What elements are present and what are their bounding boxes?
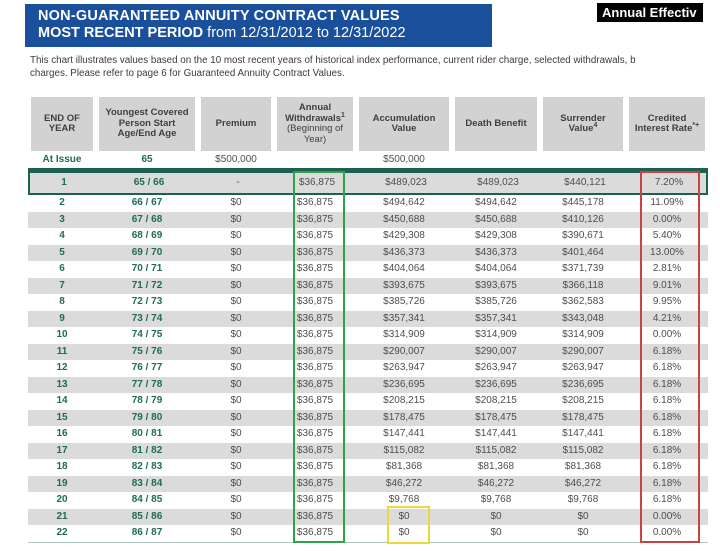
- table-row: [28, 294, 708, 311]
- cell-surrender: $208,215: [562, 396, 604, 407]
- cell-rate: 6.18%: [652, 429, 682, 440]
- table-row: [28, 261, 708, 278]
- cell-ages: 78 / 79: [131, 396, 163, 407]
- cell-rate: 5.40%: [652, 231, 682, 242]
- cell-ages: 79 / 80: [131, 412, 163, 423]
- cell-ages: 75 / 76: [131, 346, 163, 357]
- cell-accumulation: $500,000: [383, 154, 425, 165]
- table-row: [28, 360, 708, 377]
- subtitle-date-range: from 12/31/2012 to 12/31/2022: [203, 25, 406, 41]
- page-subtitle: [38, 25, 492, 42]
- cell-premium: $0: [230, 478, 242, 489]
- cell-surrender: $0: [577, 528, 589, 539]
- cell-premium: $0: [230, 214, 242, 225]
- cell-surrender: $81,368: [564, 462, 602, 473]
- cell-year: 1: [61, 178, 67, 188]
- cell-withdrawal: $36,875: [296, 330, 334, 341]
- cell-death: $9,768: [480, 495, 512, 506]
- cell-year: 21: [56, 511, 68, 522]
- cell-premium: $0: [230, 280, 242, 291]
- cell-premium: $0: [230, 412, 242, 423]
- cell-premium: $0: [230, 379, 242, 390]
- table-row: [28, 509, 708, 526]
- cell-death: $236,695: [475, 379, 517, 390]
- cell-death: $489,023: [477, 178, 519, 188]
- cell-death: $357,341: [475, 313, 517, 324]
- cell-ages: 77 / 78: [131, 379, 163, 390]
- cell-ages: 67 / 68: [131, 214, 163, 225]
- cell-year: 8: [59, 297, 65, 308]
- cell-year: 20: [56, 495, 68, 506]
- cell-withdrawal: $36,875: [296, 280, 334, 291]
- column-header-credited-interest-rate: Credited Interest Rate*+: [626, 97, 708, 151]
- cell-ages: 73 / 74: [131, 313, 163, 324]
- cell-year: 3: [59, 214, 65, 225]
- cell-accumulation: $489,023: [385, 178, 427, 188]
- cell-rate: 2.81%: [652, 264, 682, 275]
- cell-premium: $0: [230, 495, 242, 506]
- cell-surrender: $390,671: [562, 231, 604, 242]
- cell-withdrawal: $36,875: [296, 528, 334, 539]
- table-row-highlighted: [28, 171, 708, 195]
- cell-withdrawal: $36,875: [296, 412, 334, 423]
- title-banner: [25, 4, 492, 47]
- cell-premium: $0: [230, 445, 242, 456]
- table-row: [28, 228, 708, 245]
- cell-premium: $0: [230, 231, 242, 242]
- cell-rate: 6.18%: [652, 379, 682, 390]
- cell-year: 5: [59, 247, 65, 258]
- cell-surrender: $178,475: [562, 412, 604, 423]
- cell-year: 7: [59, 280, 65, 291]
- cell-ages: 82 / 83: [131, 462, 163, 473]
- table-row: [28, 245, 708, 262]
- cell-withdrawal: $36,875: [296, 247, 334, 258]
- cell-ages: 66 / 67: [131, 198, 163, 209]
- table-row: [28, 525, 708, 542]
- cell-rate: 9.01%: [652, 280, 682, 291]
- cell-withdrawal: $36,875: [296, 396, 334, 407]
- cell-ages: 68 / 69: [131, 231, 163, 242]
- cell-year: 9: [59, 313, 65, 324]
- cell-accumulation: $404,064: [383, 264, 425, 275]
- cell-rate: 0.00%: [652, 330, 682, 341]
- cell-surrender: $371,739: [562, 264, 604, 275]
- cell-premium: $500,000: [215, 154, 257, 165]
- cell-accumulation: $290,007: [383, 346, 425, 357]
- cell-ages: 84 / 85: [131, 495, 163, 506]
- cell-surrender: $9,768: [567, 495, 599, 506]
- cell-surrender: $236,695: [562, 379, 604, 390]
- cell-ages: 71 / 72: [131, 280, 163, 291]
- cell-rate: 13.00%: [650, 247, 684, 258]
- table-row: [28, 410, 708, 427]
- cell-rate: 4.21%: [652, 313, 682, 324]
- cell-premium: -: [236, 178, 240, 188]
- cell-year: 6: [59, 264, 65, 275]
- cell-year: 2: [59, 198, 65, 209]
- cell-rate: 11.09%: [650, 198, 684, 209]
- cell-death: $263,947: [475, 363, 517, 374]
- cell-ages: 65 / 66: [133, 178, 165, 188]
- table-row: [28, 195, 708, 212]
- cell-premium: $0: [230, 346, 242, 357]
- cell-death: $314,909: [475, 330, 517, 341]
- cell-rate: 0.00%: [652, 214, 682, 225]
- cell-surrender: $314,909: [562, 330, 604, 341]
- cell-death: $46,272: [477, 478, 515, 489]
- cell-ages: 65: [141, 154, 153, 165]
- cell-rate: 7.20%: [654, 178, 684, 188]
- cell-rate: 6.18%: [652, 478, 682, 489]
- table-row: [28, 476, 708, 493]
- cell-accumulation: $46,272: [385, 478, 423, 489]
- cell-surrender: $0: [577, 511, 589, 522]
- cell-rate: 6.18%: [652, 396, 682, 407]
- cell-premium: $0: [230, 462, 242, 473]
- cell-surrender: $445,178: [562, 198, 604, 209]
- page-title: NON-GUARANTEED ANNUITY CONTRACT VALUES: [38, 8, 400, 24]
- cell-rate: 6.18%: [652, 346, 682, 357]
- description-paragraph: [30, 55, 720, 80]
- cell-withdrawal: $36,875: [296, 198, 334, 209]
- cell-accumulation: $115,082: [383, 445, 425, 456]
- cell-surrender: $410,126: [562, 214, 604, 225]
- cell-withdrawal: $36,875: [296, 429, 334, 440]
- cell-surrender: $46,272: [564, 478, 602, 489]
- cell-premium: $0: [230, 528, 242, 539]
- cell-death: $450,688: [475, 214, 517, 225]
- column-header-death-benefit: Death Benefit: [452, 97, 540, 151]
- cell-ages: 76 / 77: [131, 363, 163, 374]
- cell-ages: 69 / 70: [131, 247, 163, 258]
- cell-premium: $0: [230, 264, 242, 275]
- table-row: [28, 311, 708, 328]
- cell-premium: $0: [230, 363, 242, 374]
- at-issue-row: [28, 151, 708, 168]
- cell-accumulation: $147,441: [383, 429, 425, 440]
- cell-death: $147,441: [475, 429, 517, 440]
- cell-accumulation: $0: [398, 528, 410, 539]
- cell-rate: 6.18%: [652, 495, 682, 506]
- cell-accumulation: $178,475: [383, 412, 425, 423]
- cell-withdrawal: $36,875: [298, 178, 336, 188]
- cell-surrender: $401,464: [562, 247, 604, 258]
- subtitle-period-label: MOST RECENT PERIOD: [38, 25, 204, 41]
- cell-rate: 0.00%: [652, 528, 682, 539]
- cell-ages: 80 / 81: [131, 429, 163, 440]
- cell-withdrawal: $36,875: [296, 346, 334, 357]
- cell-withdrawal: $36,875: [296, 231, 334, 242]
- column-header-surrender-value: Surrender Value$^4$: [540, 97, 626, 151]
- table-row: [28, 212, 708, 229]
- cell-year: 10: [56, 330, 68, 341]
- cell-premium: $0: [230, 297, 242, 308]
- cell-accumulation: $494,642: [383, 198, 425, 209]
- cell-withdrawal: $36,875: [296, 495, 334, 506]
- description-line1: This chart illustrates values based on the 10 most recent years of historical index performance, current rider charge, selected withdrawals, b: [30, 55, 636, 66]
- description-line2: charges. Please refer to page 6 for Guaranteed Annuity Contract Values.: [30, 67, 345, 79]
- cell-accumulation: $314,909: [383, 330, 425, 341]
- cell-death: $494,642: [475, 198, 517, 209]
- cell-premium: $0: [230, 511, 242, 522]
- table-row: [28, 278, 708, 295]
- table-body: [28, 171, 708, 542]
- cell-accumulation: $357,341: [383, 313, 425, 324]
- table-bottom-rule: [28, 542, 708, 544]
- table-header-row: [28, 97, 708, 151]
- cell-year: 17: [56, 445, 68, 456]
- cell-ages: 86 / 87: [131, 528, 163, 539]
- cell-premium: $0: [230, 429, 242, 440]
- cell-rate: 6.18%: [652, 412, 682, 423]
- cell-surrender: $343,048: [562, 313, 604, 324]
- cell-surrender: $362,583: [562, 297, 604, 308]
- cell-withdrawal: $36,875: [296, 264, 334, 275]
- cell-surrender: $115,082: [562, 445, 604, 456]
- cell-year: 15: [56, 412, 68, 423]
- table-row: [28, 344, 708, 361]
- cell-ages: 85 / 86: [131, 511, 163, 522]
- cell-rate: 6.18%: [652, 445, 682, 456]
- cell-withdrawal: $36,875: [296, 462, 334, 473]
- annual-effective-badge: Annual Effectiv: [597, 3, 703, 22]
- cell-surrender: $147,441: [562, 429, 604, 440]
- cell-accumulation: $393,675: [383, 280, 425, 291]
- cell-accumulation: $81,368: [385, 462, 423, 473]
- cell-ages: 81 / 82: [131, 445, 163, 456]
- cell-premium: $0: [230, 396, 242, 407]
- cell-year: At Issue: [42, 154, 82, 165]
- cell-death: $290,007: [475, 346, 517, 357]
- cell-withdrawal: $36,875: [296, 214, 334, 225]
- cell-death: $404,064: [475, 264, 517, 275]
- cell-rate: 9.95%: [652, 297, 682, 308]
- table-row: [28, 459, 708, 476]
- cell-withdrawal: $36,875: [296, 511, 334, 522]
- cell-accumulation: $385,726: [383, 297, 425, 308]
- cell-death: $0: [490, 528, 502, 539]
- cell-accumulation: $9,768: [388, 495, 420, 506]
- cell-year: 19: [56, 478, 68, 489]
- cell-year: 11: [56, 346, 68, 357]
- cell-year: 16: [56, 429, 68, 440]
- column-header-premium: Premium: [198, 97, 274, 151]
- cell-premium: $0: [230, 313, 242, 324]
- table-row: [28, 393, 708, 410]
- cell-rate: 6.18%: [652, 462, 682, 473]
- cell-year: 14: [56, 396, 68, 407]
- cell-withdrawal: $36,875: [296, 313, 334, 324]
- column-header-accumulation-value: Accumulation Value: [356, 97, 452, 151]
- cell-death: $115,082: [475, 445, 517, 456]
- cell-withdrawal: $36,875: [296, 478, 334, 489]
- at-issue-section: [28, 151, 708, 168]
- cell-accumulation: $236,695: [383, 379, 425, 390]
- cell-withdrawal: $36,875: [296, 379, 334, 390]
- cell-accumulation: $208,215: [383, 396, 425, 407]
- cell-year: 12: [56, 363, 68, 374]
- cell-withdrawal: $36,875: [296, 445, 334, 456]
- cell-death: $393,675: [475, 280, 517, 291]
- cell-year: 4: [59, 231, 65, 242]
- column-header-end-of-year: END OF YEAR: [28, 97, 96, 151]
- cell-ages: 72 / 73: [131, 297, 163, 308]
- cell-death: $0: [490, 511, 502, 522]
- cell-accumulation: $263,947: [383, 363, 425, 374]
- cell-surrender: $263,947: [562, 363, 604, 374]
- table-row: [28, 443, 708, 460]
- cell-rate: 0.00%: [652, 511, 682, 522]
- table-row: [28, 426, 708, 443]
- cell-year: 22: [56, 528, 68, 539]
- cell-death: $385,726: [475, 297, 517, 308]
- column-header-annual-withdrawals: Annual Withdrawals$^1$ (Beginning of Year): [274, 97, 356, 151]
- cell-death: $208,215: [475, 396, 517, 407]
- cell-accumulation: $436,373: [383, 247, 425, 258]
- cell-ages: 74 / 75: [131, 330, 163, 341]
- cell-withdrawal: $36,875: [296, 363, 334, 374]
- cell-premium: $0: [230, 330, 242, 341]
- cell-death: $429,308: [475, 231, 517, 242]
- cell-rate: 6.18%: [652, 363, 682, 374]
- cell-ages: 70 / 71: [131, 264, 163, 275]
- cell-death: $81,368: [477, 462, 515, 473]
- cell-surrender: $290,007: [562, 346, 604, 357]
- cell-accumulation: $429,308: [383, 231, 425, 242]
- cell-withdrawal: $36,875: [296, 297, 334, 308]
- cell-surrender: $366,118: [562, 280, 604, 291]
- table-row: [28, 492, 708, 509]
- contract-values-table: [28, 97, 708, 543]
- cell-year: 13: [56, 379, 68, 390]
- cell-year: 18: [56, 462, 68, 473]
- column-header-youngest-covered-person: Youngest Covered Person Start Age/End Age: [96, 97, 198, 151]
- cell-accumulation: $0: [398, 511, 410, 522]
- cell-accumulation: $450,688: [383, 214, 425, 225]
- table-row: [28, 327, 708, 344]
- cell-premium: $0: [230, 198, 242, 209]
- cell-ages: 83 / 84: [131, 478, 163, 489]
- cell-surrender: $440,121: [564, 178, 606, 188]
- cell-premium: $0: [230, 247, 242, 258]
- cell-death: $178,475: [475, 412, 517, 423]
- cell-death: $436,373: [475, 247, 517, 258]
- table-row: [28, 377, 708, 394]
